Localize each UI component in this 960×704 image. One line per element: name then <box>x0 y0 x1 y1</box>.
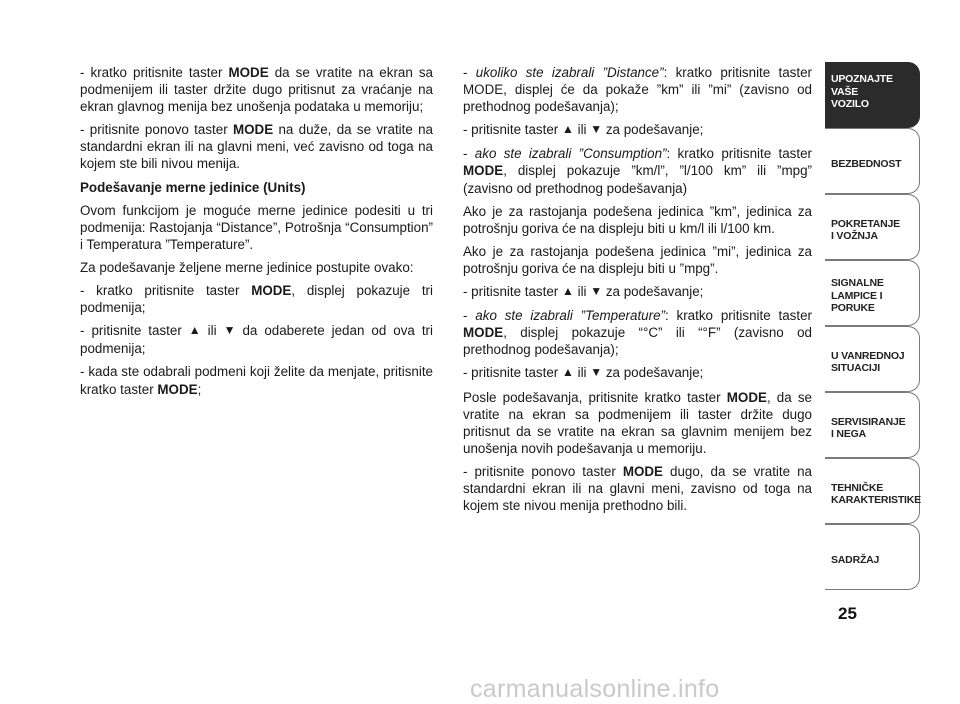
text: : kratko pritisnite taster <box>666 146 813 162</box>
text: , displej pokazuje “°C” ili “°F” (zavisno od prethodnog podešavanja); <box>463 325 812 358</box>
text: - <box>463 65 476 80</box>
text: ili <box>200 323 224 339</box>
text: ili <box>573 284 591 300</box>
paragraph-return-submenu <box>80 64 433 115</box>
italic-text: ukoliko ste izabrali ”Distance” <box>475 65 664 80</box>
down-arrow-icon: ▼ <box>590 122 603 137</box>
mode-key-label: MODE <box>251 283 292 299</box>
text: - <box>463 308 476 324</box>
text: , displej pokazuje ”km/l”, ”l/100 km” ili ”mpg” (zavisno od prethodnog podešavanja) <box>463 163 812 196</box>
down-arrow-icon: ▼ <box>223 323 236 338</box>
text: - pritisnite ponovo taster <box>80 122 233 138</box>
tab-u-vanrednoj-situaciji[interactable]: U VANREDNOJ SITUACIJI <box>825 326 920 392</box>
text: za podešavanje; <box>602 365 704 381</box>
up-arrow-icon: ▲ <box>561 122 574 137</box>
text: - pritisnite taster <box>463 284 562 300</box>
text: ili <box>573 122 591 138</box>
mode-key-label: MODE <box>157 381 198 397</box>
text: , da se vratite na ekran sa podmenijem ili taster držite dugo pritisnut da se vratite na ekran sa glavnim menijem bez unošenja novih podešavanja u memoriju. <box>463 389 813 456</box>
tab-sadrzaj[interactable]: SADRŽAJ <box>825 524 920 590</box>
down-arrow-icon: ▼ <box>590 284 603 299</box>
up-arrow-icon: ▲ <box>561 284 574 299</box>
paragraph-distance <box>463 64 812 115</box>
paragraph-return-standard <box>463 463 812 514</box>
text: - pritisnite taster <box>463 365 562 381</box>
text: ili <box>573 365 591 381</box>
text: Posle podešavanja, pritisnite kratko taster <box>463 389 727 405</box>
text: da odaberete jedan od ova tri podmenija; <box>80 323 433 357</box>
paragraph-step-arrows <box>80 322 433 357</box>
text: - pritisnite taster <box>463 122 562 138</box>
tab-servisiranje-i-nega[interactable]: SERVISIRANJE I NEGA <box>825 392 920 458</box>
text: da se vratite na ekran sa podmenijem ili taster držite dugo pritisnut za vraćanje na ekran glavnog menija bez unošenja podataka u memoriju; <box>80 65 433 115</box>
paragraph-temperature <box>463 307 812 358</box>
up-arrow-icon: ▲ <box>188 323 201 338</box>
mode-key-label: MODE <box>232 122 274 138</box>
page-number: 25 <box>838 604 857 623</box>
paragraph-km-note: Ako je za rastojanja podešena jedinica ”km”, jedinica za potrošnju goriva će na displeju biti u km/l ili l/100 km. <box>463 203 812 236</box>
up-arrow-icon: ▲ <box>561 365 574 380</box>
paragraph-after-setting <box>463 389 812 457</box>
text: : kratko pritisnite taster <box>664 308 812 324</box>
text: - pritisnite taster <box>80 323 189 339</box>
chapter-tabs <box>825 62 920 590</box>
watermark: carmanualsonline.info <box>470 675 720 703</box>
tab-pokretanje-i-voznja[interactable]: POKRETANJE I VOŽNJA <box>825 194 920 260</box>
tab-upoznajte-vase-vozilo[interactable]: UPOZNAJTE VAŠE VOZILO <box>825 62 920 128</box>
italic-text: ako ste izabrali ”Consumption” <box>474 146 667 162</box>
text: - pritisnite ponovo taster <box>463 463 623 479</box>
tab-tehnicke-karakteristike[interactable]: TEHNIČKE KARAKTERISTIKE <box>825 458 920 524</box>
paragraph-arrows-2 <box>463 283 812 301</box>
paragraph-arrows-3 <box>463 364 812 382</box>
text: - kratko pritisnite taster <box>80 65 229 80</box>
paragraph-step-select <box>80 363 433 397</box>
paragraph-arrows-1 <box>463 121 812 139</box>
down-arrow-icon: ▼ <box>590 365 603 380</box>
text: - <box>463 146 475 162</box>
left-text-column <box>80 64 433 404</box>
mode-key-label: MODE <box>228 65 269 80</box>
text: dugo, da se vratite na standardni ekran ili na glavni meni, zavisno od toga na kojem ste nivou menija prethodno bili. <box>463 463 812 514</box>
text: : kratko pritisnite taster MODE, displej će da pokaže ”km” ili ”mi” (zavisno od prethodnog podešavanja); <box>463 65 812 115</box>
paragraph-return-main <box>80 121 433 172</box>
paragraph-units-howto: Za podešavanje željene merne jedinice postupite ovako: <box>80 259 414 275</box>
text: , displej pokazuje tri podmenija; <box>80 283 433 316</box>
paragraph-step-mode <box>80 282 433 316</box>
mode-key-label: MODE <box>622 463 663 479</box>
mode-key-label: MODE <box>463 325 504 341</box>
italic-text: ako ste izabrali ”Temperature” <box>475 308 665 324</box>
text: - kada ste odabrali podmeni koji želite da menjate, pritisnite kratko taster <box>80 364 433 397</box>
mode-key-label: MODE <box>726 389 767 405</box>
paragraph-consumption <box>463 145 812 196</box>
section-heading-units: Podešavanje merne jedinice (Units) <box>80 179 306 195</box>
tab-signalne-lampice[interactable]: SIGNALNE LAMPICE I PORUKE <box>825 260 920 326</box>
paragraph-mi-note: Ako je za rastojanja podešena jedinica ”mi”, jedinica za potrošnju goriva će na displeju biti u ”mpg”. <box>463 243 812 276</box>
right-text-column <box>463 64 812 520</box>
paragraph-units-intro: Ovom funkcijom je moguće merne jedinice podesiti u tri podmenija: Rastojanja “Distance”, Potrošnja “Consumption” i Temperatura ”Temperature”. <box>80 202 433 252</box>
text: ; <box>197 381 202 397</box>
text: za podešavanje; <box>602 122 704 138</box>
text: - kratko pritisnite taster <box>80 283 252 299</box>
mode-key-label: MODE <box>463 163 504 179</box>
tab-bezbednost[interactable]: BEZBEDNOST <box>825 128 920 194</box>
text: na duže, da se vratite na standardni ekran ili na glavni meni, već zavisno od toga na kojem ste bili nivou menija. <box>80 122 433 172</box>
text: za podešavanje; <box>602 284 704 300</box>
